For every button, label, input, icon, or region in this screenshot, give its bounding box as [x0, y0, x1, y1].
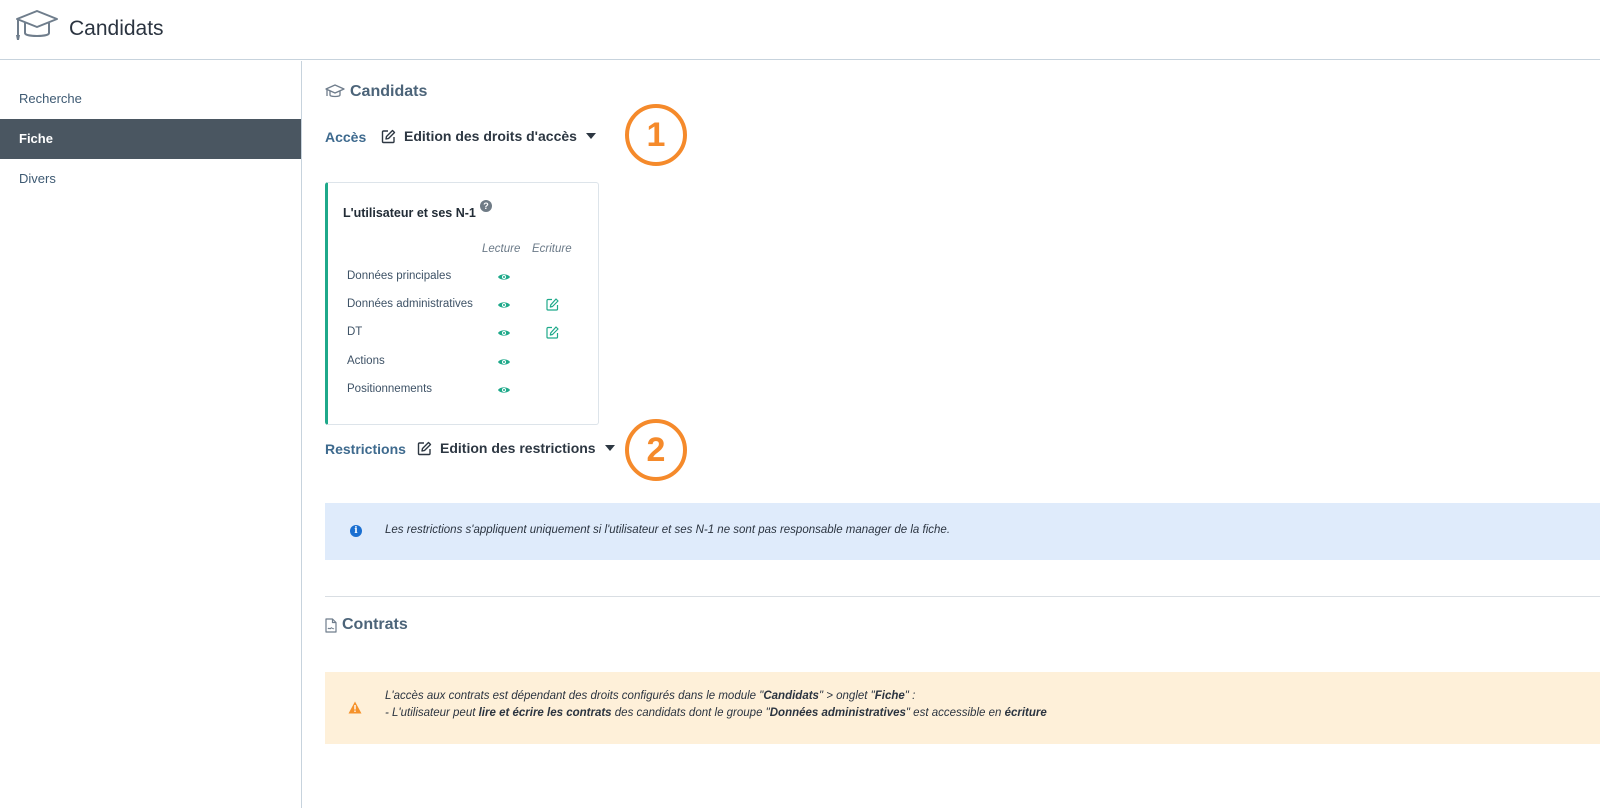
text-segment: - L'utilisateur peut [385, 707, 479, 719]
text-segment: " > onglet " [818, 690, 875, 702]
rights-row-label: Données principales [347, 270, 452, 282]
restrictions-dropdown-label: Edition des restrictions [440, 440, 596, 456]
text-segment-bold: Fiche [874, 690, 905, 702]
access-rights-dropdown-label: Edition des droits d'accès [404, 128, 577, 144]
rights-row-label: Données administratives [347, 298, 473, 310]
rights-row-label: Actions [347, 355, 385, 367]
edit-icon [417, 441, 432, 456]
rights-row-label: DT [347, 326, 363, 338]
column-header-write: Ecriture [532, 243, 572, 255]
text-segment-bold: lire et écrire les contrats [478, 707, 612, 719]
callout-number-1: 1 [625, 104, 687, 166]
edit-icon [381, 129, 396, 144]
restrictions-label: Restrictions [325, 441, 406, 457]
eye-icon [497, 385, 511, 395]
section-title-label: Candidats [350, 83, 428, 100]
edit-icon [546, 298, 559, 311]
text-segment: " : [904, 690, 916, 702]
eye-icon [497, 300, 511, 310]
text-segment-bold: écriture [1004, 707, 1047, 719]
section-divider [325, 596, 1600, 597]
graduation-cap-icon [13, 9, 61, 43]
restrictions-info-alert [325, 503, 1600, 560]
warning-icon [348, 701, 362, 714]
info-icon: i [350, 525, 362, 537]
edit-icon [546, 326, 559, 339]
eye-icon [497, 272, 511, 282]
text-segment: " est accessible en [905, 707, 1005, 719]
sidebar-item-recherche[interactable]: Recherche [19, 91, 82, 106]
eye-icon [497, 328, 511, 338]
caret-down-icon [586, 133, 596, 139]
eye-icon [497, 357, 511, 367]
caret-down-icon [605, 445, 615, 451]
graduation-cap-icon [325, 84, 345, 100]
access-rights-dropdown[interactable] [381, 128, 596, 144]
sidebar-item-fiche[interactable]: Fiche [0, 119, 301, 159]
restrictions-info-text: Les restrictions s'appliquent uniquement si l'utilisateur et ses N-1 ne sont pas responsable manager de la fiche. [385, 524, 951, 536]
rights-row-label: Positionnements [347, 383, 433, 395]
restrictions-dropdown[interactable] [417, 440, 615, 456]
app-title: Candidats [69, 17, 164, 40]
text-segment: des candidats dont le groupe " [611, 707, 770, 719]
text-segment-bold: Candidats [763, 690, 819, 702]
section-title-label: Contrats [342, 616, 408, 633]
contracts-warning-alert [325, 672, 1600, 744]
top-bar [0, 0, 1600, 60]
card-title: L'utilisateur et ses N-1 [343, 206, 476, 220]
file-contract-icon [325, 618, 337, 633]
sidebar-item-divers[interactable]: Divers [19, 171, 56, 186]
help-icon[interactable]: ? [480, 200, 492, 212]
text-segment-bold: Données administratives [769, 707, 906, 719]
contracts-warning-line-1 [385, 690, 915, 702]
contracts-warning-line-2 [385, 707, 1047, 719]
section-title-contrats [325, 616, 408, 634]
main-content [303, 61, 1600, 808]
column-header-read: Lecture [482, 243, 521, 255]
text-segment: L'accès aux contrats est dépendant des droits configurés dans le module " [385, 690, 764, 702]
callout-number-2: 2 [625, 419, 687, 481]
section-title-candidats [325, 83, 427, 101]
sidebar [0, 61, 302, 808]
access-label: Accès [325, 129, 367, 145]
rights-card [325, 182, 599, 425]
